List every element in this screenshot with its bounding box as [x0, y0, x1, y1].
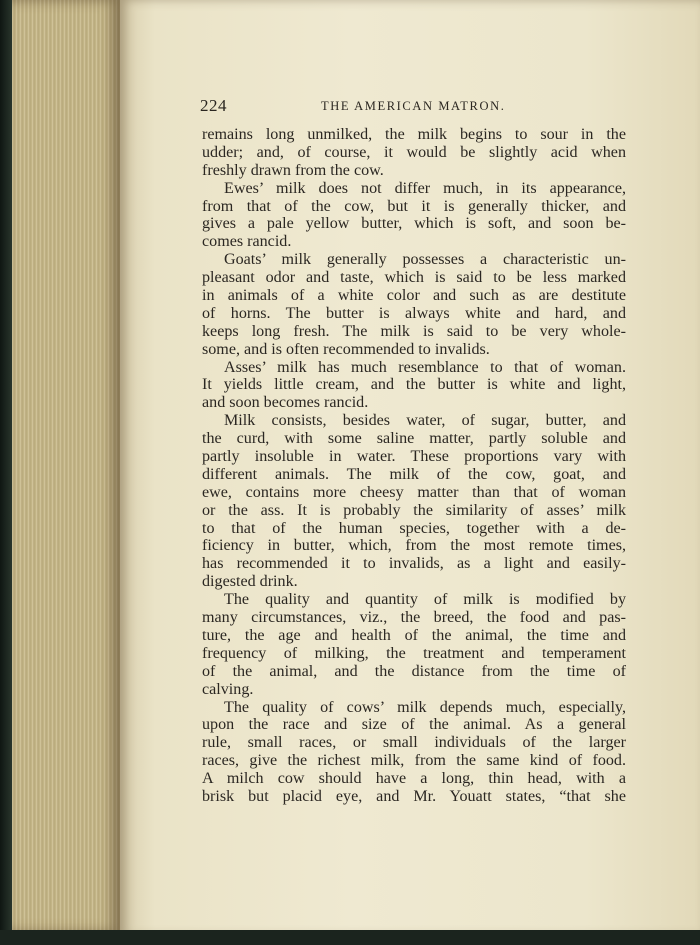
text-line: and soon becomes rancid.: [202, 394, 369, 412]
text-line: keeps long fresh. The milk is said to be very whole-: [202, 322, 626, 340]
text-line: udder; and, of course, it would be slightly acid when: [202, 143, 626, 161]
text-line: from that of the cow, but it is generally thicker, and: [202, 197, 626, 215]
text-line: some, and is often recommended to invalids.: [202, 340, 490, 358]
text-line: partly insoluble in water. These proportions vary with: [202, 448, 626, 466]
text-line: calving.: [202, 680, 254, 698]
text-line: rule, small races, or small individuals of the larger: [202, 734, 626, 752]
text-line: of the animal, and the distance from the time of: [202, 662, 626, 680]
text-line: It yields little cream, and the butter is white and light,: [202, 376, 626, 394]
text-line: or the ass. It is probably the similarity of asses’ milk: [202, 501, 626, 519]
text-line: The quality of cows’ milk depends much, especially,: [224, 698, 626, 716]
text-line: Asses’ milk has much resemblance to that of woman.: [224, 358, 626, 376]
page-header: [200, 96, 626, 118]
text-line: the curd, with some saline matter, partly soluble and: [202, 430, 626, 448]
text-line: has recommended it to invalids, as a light and easily-: [202, 555, 626, 573]
text-line: Ewes’ milk does not differ much, in its appearance,: [224, 179, 626, 197]
text-line: of horns. The butter is always white and hard, and: [202, 304, 626, 322]
text-line: in animals of a white color and such as are destitute: [202, 287, 626, 305]
text-line: A milch cow should have a long, thin head, with a: [202, 770, 626, 788]
text-line: remains long unmilked, the milk begins to sour in the: [202, 126, 626, 143]
text-line: Goats’ milk generally possesses a characteristic un-: [224, 251, 626, 269]
text-line: comes rancid.: [202, 233, 292, 251]
text-line: many circumstances, viz., the breed, the food and pas-: [202, 609, 626, 627]
text-line: The quality and quantity of milk is modified by: [224, 591, 626, 609]
text-line: races, give the richest milk, from the same kind of food.: [202, 752, 626, 770]
text-line: ficiency in butter, which, from the most remote times,: [202, 537, 626, 555]
text-line: Milk consists, besides water, of sugar, butter, and: [224, 412, 626, 430]
stacked-page-edges: [12, 0, 122, 932]
text-line: digested drink.: [202, 573, 298, 591]
body-text: [202, 126, 626, 806]
text-line: to that of the human species, together with a de-: [202, 519, 626, 537]
text-line: freshly drawn from the cow.: [202, 161, 384, 179]
text-line: gives a pale yellow butter, which is soft, and soon be-: [202, 215, 626, 233]
text-line: ewe, contains more cheesy matter than that of woman: [202, 483, 626, 501]
page-number: 224: [200, 96, 227, 115]
text-line: upon the race and size of the animal. As a general: [202, 716, 626, 734]
text-line: pleasant odor and taste, which is said to be less marked: [202, 269, 626, 287]
text-line: brisk but placid eye, and Mr. Youatt states, “that she: [202, 787, 626, 805]
running-head: THE AMERICAN MATRON.: [321, 99, 506, 113]
bottom-shadow: [0, 930, 700, 945]
text-line: frequency of milking, the treatment and temperament: [202, 644, 626, 662]
text-line: ture, the age and health of the animal, the time and: [202, 626, 626, 644]
text-line: different animals. The milk of the cow, goat, and: [202, 465, 626, 483]
